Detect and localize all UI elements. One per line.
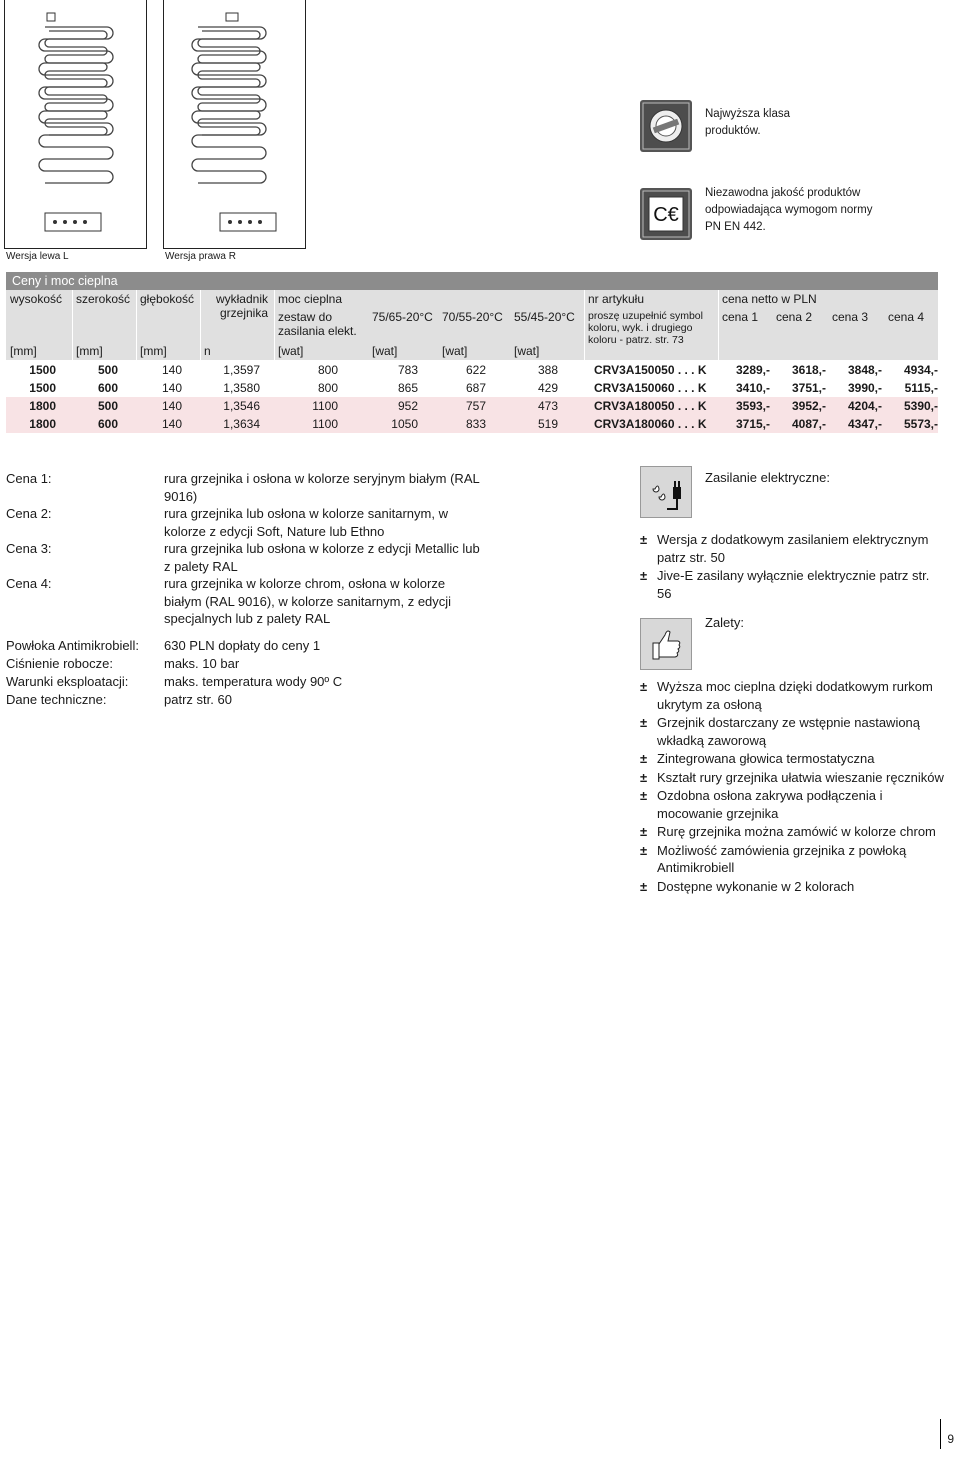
table-cell-art: CRV3A180050 . . . K xyxy=(594,399,707,413)
unit-t3: [wat] xyxy=(514,344,540,358)
plus-icon: ± xyxy=(640,715,648,730)
table-header xyxy=(6,290,938,361)
table-cell-t2: 833 xyxy=(465,417,486,431)
table-row xyxy=(6,415,938,433)
radiator-right-drawing xyxy=(164,0,305,248)
list-item xyxy=(640,878,950,896)
note-label-cena2: Cena 2: xyxy=(6,506,52,521)
radiator-figure-left xyxy=(4,0,147,249)
list-item-text: Wersja z dodatkowym zasilaniem elektrycznym patrz str. 50 xyxy=(657,532,929,565)
table-cell-d: 140 xyxy=(161,363,182,377)
plus-icon: ± xyxy=(640,751,648,766)
table-cell-p3: 4347,- xyxy=(847,417,882,431)
col-t1: 75/65-20°C xyxy=(372,310,433,324)
plus-icon: ± xyxy=(640,788,648,803)
table-cell-n: 1,3580 xyxy=(223,381,260,395)
list-item xyxy=(640,823,950,841)
tech-data-label: Dane techniczne: xyxy=(6,692,107,707)
coating-value: 630 PLN dopłaty do ceny 1 xyxy=(164,638,321,653)
table-title: Ceny i moc cieplna xyxy=(6,272,938,290)
table-cell-p4: 5115,- xyxy=(904,381,938,395)
col-width: szerokość xyxy=(76,292,131,306)
note-label-cena4: Cena 4: xyxy=(6,576,52,591)
list-item-text: Kształt rury grzejnika ułatwia wieszanie ręczników xyxy=(657,769,944,785)
list-item xyxy=(640,531,940,566)
table-cell-p2: 4087,- xyxy=(791,417,826,431)
plus-icon: ± xyxy=(640,568,648,583)
col-height: wysokość xyxy=(10,292,63,306)
col-p3: cena 3 xyxy=(832,310,869,324)
list-item-text: Ozdobna osłona zakrywa podłączenia i mocowanie grzejnika xyxy=(657,788,883,821)
table-cell-p2: 3751,- xyxy=(791,381,826,395)
note-label-cena1: Cena 1: xyxy=(6,471,52,486)
table-row xyxy=(6,397,938,415)
table-cell-z: 800 xyxy=(317,363,338,377)
note-text-cena2: rura grzejnika lub osłona w kolorze sanitarnym, w kolorze z edycji Soft, Nature lub Ethno xyxy=(164,506,448,539)
svg-text:C€: C€ xyxy=(653,204,679,226)
quality-seal-icon xyxy=(640,100,692,152)
table-cell-z: 1100 xyxy=(312,399,338,413)
table-row xyxy=(6,361,938,379)
unit-t1: [wat] xyxy=(372,344,398,358)
table-cell-z: 800 xyxy=(317,381,338,395)
list-item xyxy=(640,678,950,713)
table-cell-p4: 5573,- xyxy=(903,417,938,431)
pressure-value: maks. 10 bar xyxy=(164,656,240,671)
table-cell-p4: 4934,- xyxy=(903,363,938,377)
unit-zestaw: [wat] xyxy=(278,344,304,358)
table-cell-n: 1,3634 xyxy=(223,417,260,431)
col-t2: 70/55-20°C xyxy=(442,310,503,324)
ce-text: Niezawodna jakość produktów odpowiadająca wymogom normy PN EN 442. xyxy=(705,187,873,233)
list-item xyxy=(640,750,950,768)
col-exponent: wykładnik grzejnika xyxy=(215,292,268,320)
table-cell-t1: 1050 xyxy=(391,417,418,431)
table-cell-p1: 3715,- xyxy=(735,417,770,431)
table-cell-h: 1800 xyxy=(29,417,56,431)
table-cell-t2: 687 xyxy=(465,381,486,395)
table-cell-t2: 622 xyxy=(465,363,486,377)
electric-supply-icon xyxy=(640,466,692,518)
list-item xyxy=(640,787,950,822)
table-cell-p2: 3618,- xyxy=(791,363,826,377)
table-cell-h: 1500 xyxy=(29,363,56,377)
table-cell-d: 140 xyxy=(161,417,182,431)
table-cell-h: 1800 xyxy=(29,399,56,413)
table-cell-p3: 3848,- xyxy=(847,363,882,377)
note-label-cena3: Cena 3: xyxy=(6,541,52,556)
note-text-cena3: rura grzejnika lub osłona w kolorze z edycji Metallic lub z palety RAL xyxy=(164,541,480,574)
table-cell-t3: 473 xyxy=(537,399,558,413)
thumbs-up-icon xyxy=(640,618,692,670)
tech-data-value: patrz str. 60 xyxy=(164,692,232,707)
table-cell-z: 1100 xyxy=(312,417,338,431)
table-cell-d: 140 xyxy=(161,381,182,395)
list-item-text: Dostępne wykonanie w 2 kolorach xyxy=(657,878,855,894)
list-item xyxy=(640,567,940,602)
col-price: cena netto w PLN xyxy=(722,292,817,306)
advantages-list xyxy=(640,678,950,896)
unit-exponent: n xyxy=(204,344,211,358)
quality-text: Najwyższa klasa produktów. xyxy=(705,108,790,137)
col-p4: cena 4 xyxy=(888,310,925,324)
col-article-note: proszę uzupełnić symbol koloru, wyk. i drugiego koloru - patrz. str. 73 xyxy=(588,310,703,346)
list-item-text: Grzejnik dostarczany ze wstępnie nastawioną wkładką zaworową xyxy=(657,715,921,748)
conditions-label: Warunki eksploatacji: xyxy=(6,674,129,689)
advantages-title: Zalety: xyxy=(705,615,745,630)
unit-depth: [mm] xyxy=(140,344,167,358)
conditions-value: maks. temperatura wody 90º C xyxy=(164,674,343,689)
col-depth: głębokość xyxy=(140,292,195,306)
left-version-caption: Wersja lewa L xyxy=(6,251,69,262)
pressure-label: Ciśnienie robocze: xyxy=(6,656,113,671)
table-cell-art: CRV3A150060 . . . K xyxy=(594,381,707,395)
list-item xyxy=(640,714,950,749)
col-p2: cena 2 xyxy=(776,310,813,324)
plus-icon: ± xyxy=(640,842,648,858)
unit-width: [mm] xyxy=(76,344,103,358)
table-cell-art: CRV3A180060 . . . K xyxy=(594,417,707,431)
table-cell-p1: 3410,- xyxy=(735,381,770,395)
table-cell-art: CRV3A150050 . . . K xyxy=(594,363,707,377)
ce-mark-icon xyxy=(640,188,692,240)
right-version-caption: Wersja prawa R xyxy=(165,251,236,262)
col-t3: 55/45-20°C xyxy=(514,310,575,324)
note-text-cena1: rura grzejnika i osłona w kolorze seryjnym białym (RAL 9016) xyxy=(164,471,480,504)
list-item-text: Zintegrowana głowica termostatyczna xyxy=(657,751,875,766)
table-cell-p4: 5390,- xyxy=(903,399,938,413)
table-cell-p3: 3990,- xyxy=(847,381,882,395)
table-cell-n: 1,3546 xyxy=(223,399,260,413)
table-cell-p1: 3593,- xyxy=(735,399,770,413)
table-cell-t3: 388 xyxy=(537,363,558,377)
table-cell-t2: 757 xyxy=(465,399,486,413)
table-cell-w: 600 xyxy=(97,381,118,395)
note-text-cena4: rura grzejnika w kolorze chrom, osłona w kolorze białym (RAL 9016), w kolorze sanitarnym, z edycji specjalnych lub z palety RAL xyxy=(164,576,452,626)
price-notes xyxy=(6,470,486,710)
col-zestaw: zestaw do zasilania elekt. xyxy=(278,310,357,338)
table-cell-w: 500 xyxy=(97,363,118,377)
plus-icon: ± xyxy=(640,679,648,694)
table-row xyxy=(6,379,938,397)
table-cell-t3: 519 xyxy=(537,417,558,431)
electric-title: Zasilanie elektryczne: xyxy=(705,470,830,485)
price-power-table xyxy=(6,272,938,433)
electric-list xyxy=(640,531,940,603)
table-cell-n: 1,3597 xyxy=(223,363,260,377)
plus-icon: ± xyxy=(640,878,648,894)
list-item xyxy=(640,842,950,877)
table-cell-w: 500 xyxy=(97,399,118,413)
col-p1: cena 1 xyxy=(722,310,759,324)
table-cell-t1: 952 xyxy=(397,399,418,413)
list-item-text: Jive-E zasilany wyłącznie elektrycznie patrz str. 56 xyxy=(657,568,930,601)
table-cell-p2: 3952,- xyxy=(791,399,826,413)
list-item-text: Możliwość zamówienia grzejnika z powłoką Antimikrobiell xyxy=(657,842,907,875)
list-item xyxy=(640,769,950,787)
table-cell-d: 140 xyxy=(161,399,182,413)
col-power: moc cieplna xyxy=(278,292,343,306)
unit-t2: [wat] xyxy=(442,344,468,358)
list-item-text: Wyższa moc cieplna dzięki dodatkowym rurkom ukrytym za osłoną xyxy=(657,679,933,712)
coating-label: Powłoka Antimikrobiell: xyxy=(6,638,139,653)
col-article: nr artykułu xyxy=(588,292,645,306)
table-cell-t1: 783 xyxy=(397,363,418,377)
table-cell-w: 600 xyxy=(97,417,118,431)
unit-height: [mm] xyxy=(10,344,37,358)
plus-icon: ± xyxy=(640,532,648,547)
table-cell-t3: 429 xyxy=(537,381,558,395)
radiator-figure-right xyxy=(163,0,306,249)
table-cell-p1: 3289,- xyxy=(735,363,770,377)
table-cell-t1: 865 xyxy=(397,381,418,395)
list-item-text: Rurę grzejnika można zamówić w kolorze chrom xyxy=(657,824,936,839)
table-cell-h: 1500 xyxy=(29,381,56,395)
plus-icon: ± xyxy=(640,769,648,785)
radiator-left-drawing xyxy=(5,0,146,248)
table-cell-p3: 4204,- xyxy=(847,399,882,413)
page-number: 9 xyxy=(940,1419,954,1449)
plus-icon: ± xyxy=(640,824,648,839)
